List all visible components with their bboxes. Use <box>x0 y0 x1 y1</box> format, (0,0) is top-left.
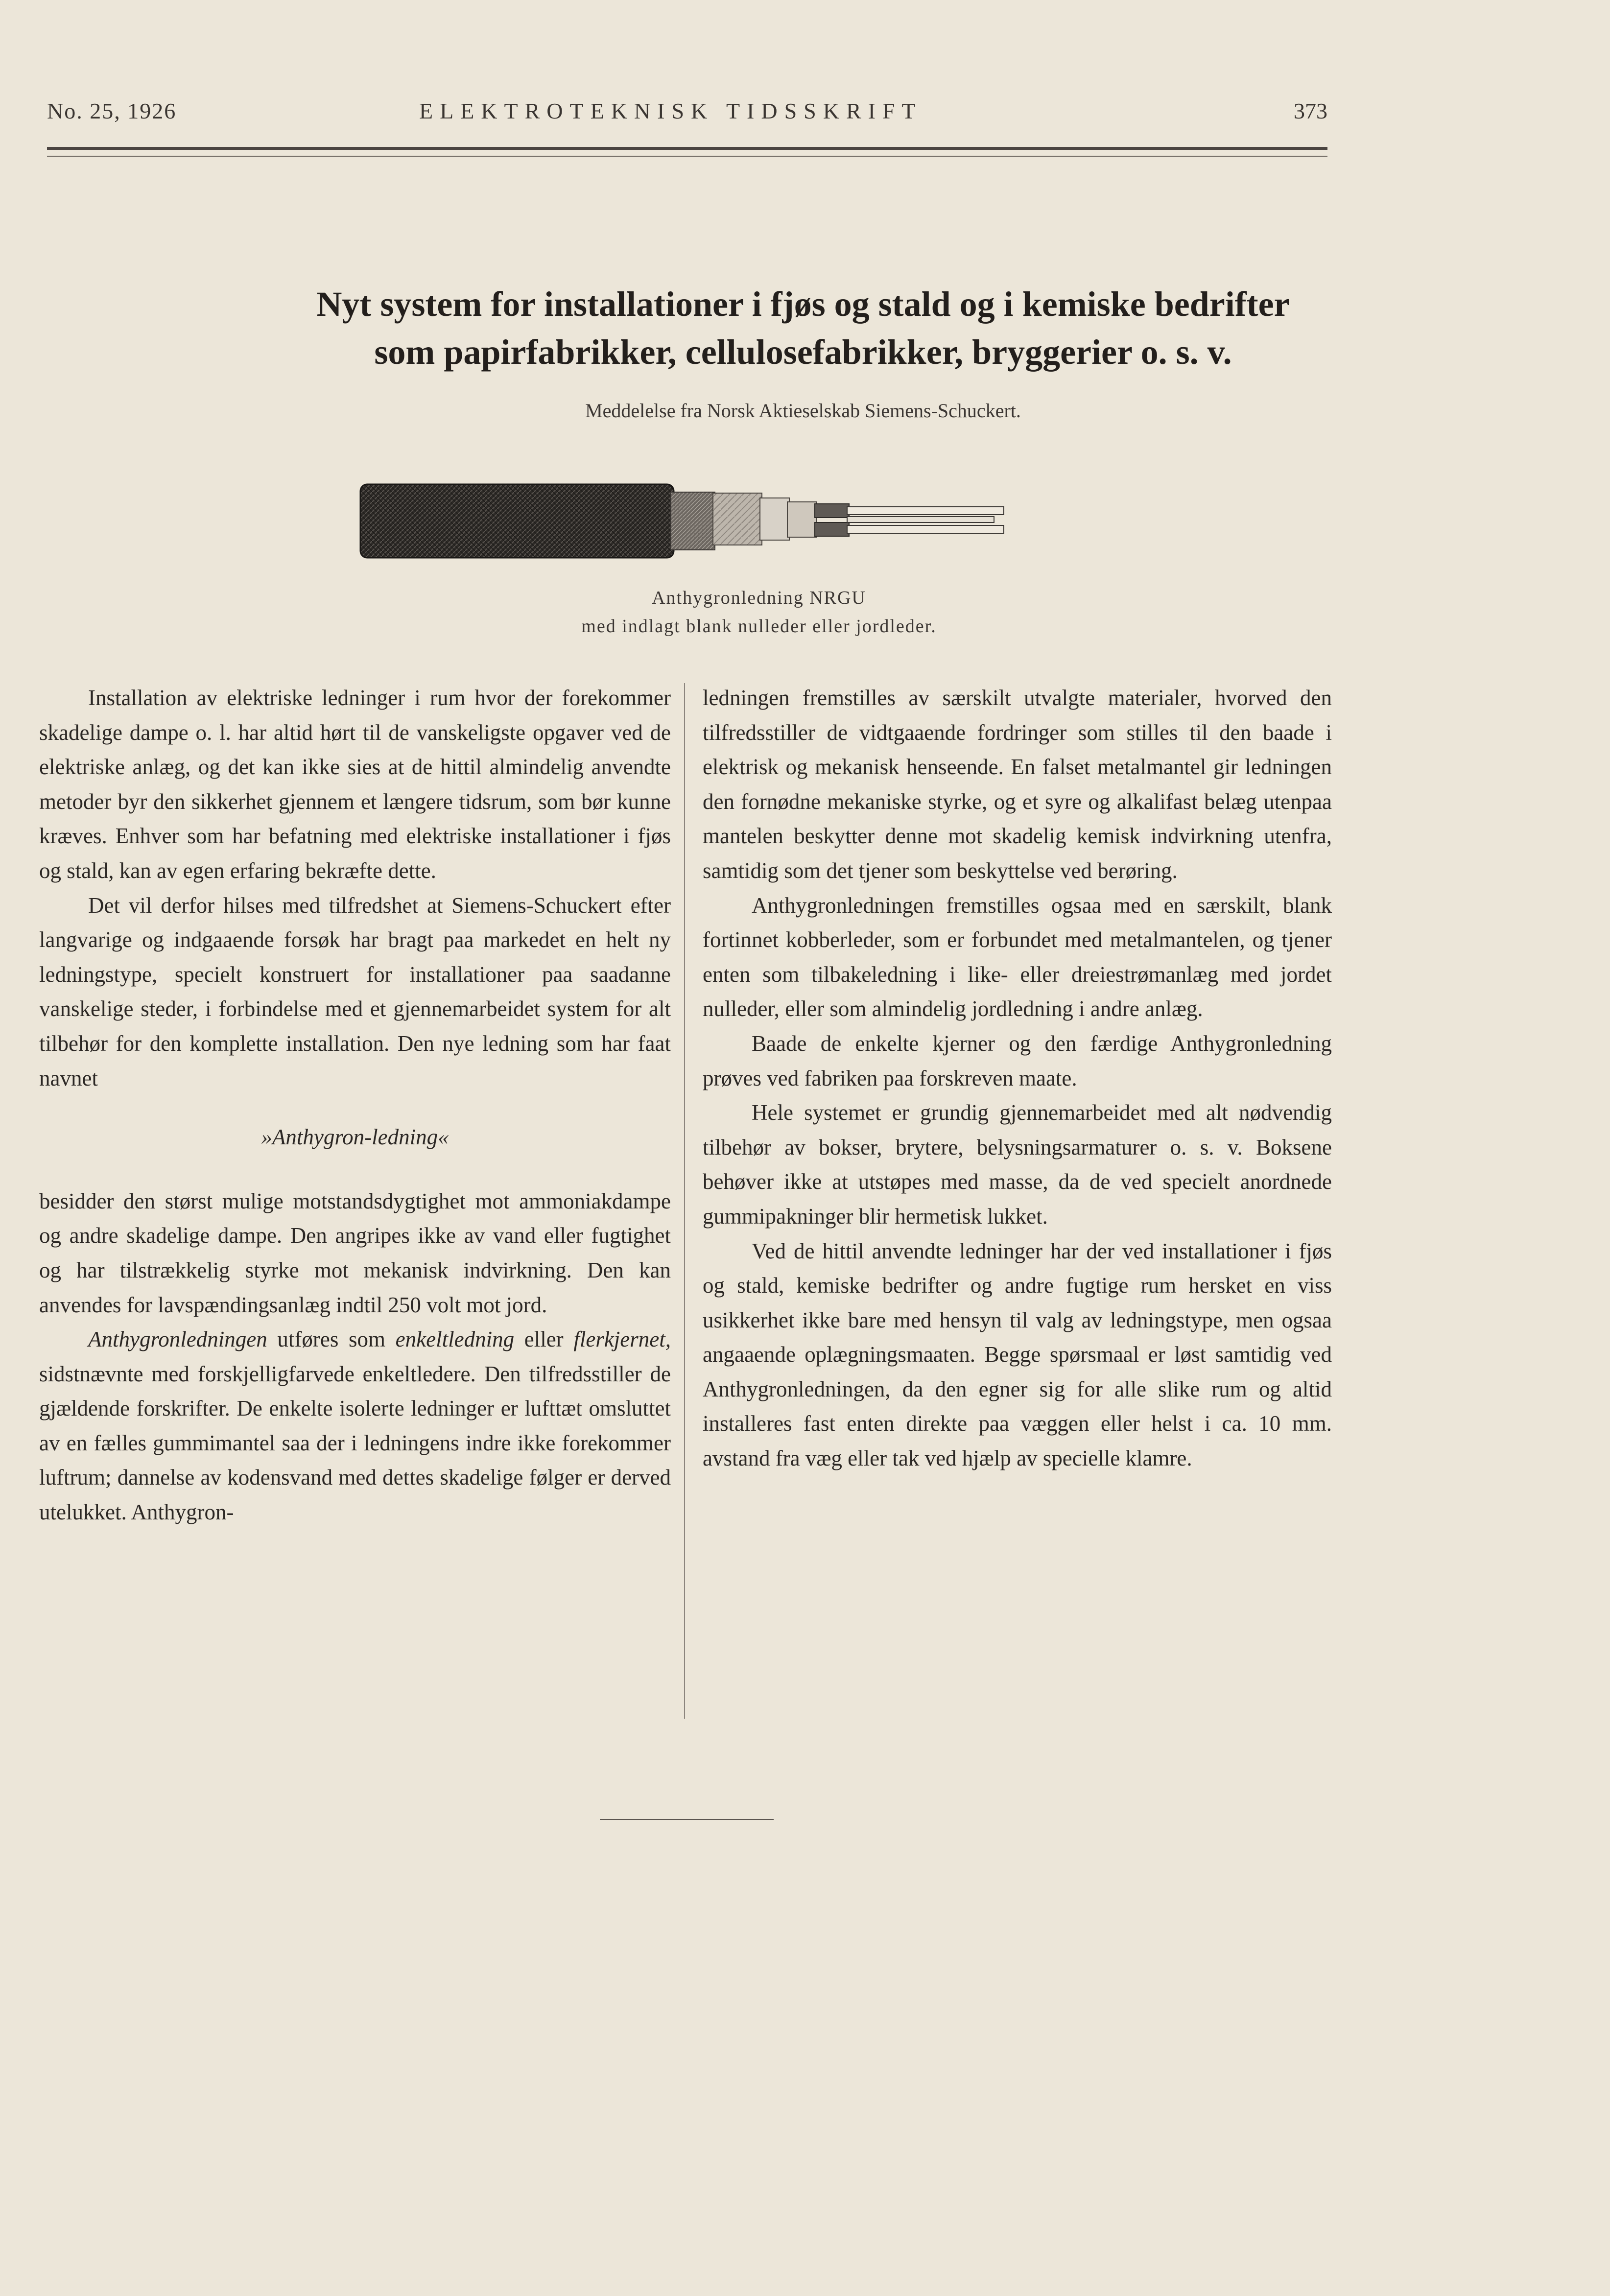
left-column <box>39 681 671 1530</box>
title-line-2: som papirfabrikker, cellulosefabrikker, bryggerier o. s. v. <box>374 332 1232 372</box>
paragraph: besidder den størst mulige motstandsdygtighet mot ammoniakdampe og andre skadelige dampe. Den angripes ikke av vand eller fugtighet og har tilstrækkelig styrke mot mekanisk indvirkning. Den kan anvendes for lavspændingsanlæg indtil 250 volt mot jord. <box>39 1188 671 1317</box>
paragraph: Baade de enkelte kjerner og den færdige Anthygronledning prøves ved fabriken paa forskreven maate. <box>703 1031 1332 1090</box>
header-rule <box>47 147 1327 150</box>
journal-name: ELEKTROTEKNISK TIDSSKRIFT <box>419 98 923 123</box>
paragraph: Ved de hittil anvendte ledninger har der ved installationer i fjøs og stald, kemiske bedrifter og andre fugtige rum hersket en viss usikkerhet ikke bare med hensyn til valg av ledningstype, men ogsaa angaaende oplægningsmaaten. Begge spørsmaal er løst samtidig ved Anthygronledningen, da den egner sig for alle slike rum og altid installeres fast enten direkte paa væggen eller helst i ca. 10 mm. avstand fra væg eller tak ved hjælp av specielle klamre. <box>703 1238 1332 1471</box>
end-of-article-rule <box>600 1819 774 1820</box>
paragraph: Det vil derfor hilses med tilfredshet at Siemens-Schuckert efter langvarige og indgaaende forsøk har bragt paa markedet en helt ny ledningstype, specielt konstruert for installationer paa saadanne vanskelige steder, i forbindelse med et gjennemarbeidet system for alt tilbehør for den komplette installation. Den nye ledning som har faat navnet <box>39 893 671 1090</box>
right-column <box>703 681 1332 1476</box>
emphasis-term: Anthygronledningen <box>88 1327 267 1352</box>
caption-line-1: Anthygronledning NRGU <box>652 588 866 608</box>
figure-caption <box>441 584 1077 640</box>
product-term: »Anthygron-ledning« <box>261 1125 449 1150</box>
running-header <box>47 98 1327 132</box>
issue-number: No. 25, 1926 <box>47 98 177 123</box>
text-run: utføres som <box>267 1327 396 1352</box>
paragraph: Hele systemet er grundig gjennemarbeidet med alt nødvendig tilbehør av bokser, brytere, belysningsarmaturer o. s. v. Boksene behøver ikke at utstøpes med masse, da de ved specielt anordnede gummipakninger blir hermetisk lukket. <box>703 1100 1332 1229</box>
paragraph: Anthygronledningen fremstilles ogsaa med en særskilt, blank fortinnet kobberleder, som er forbundet med metalmantelen, og tjener enten som tilbakeledning i like- eller dreiestrømanlæg med jordet nulleder, eller som almindelig jordledning i andre anlæg. <box>703 893 1332 1021</box>
cable-cross-section-icon <box>357 482 1009 561</box>
article-subtitle: Meddelelse fra Norsk Aktieselskab Siemens-Schuckert. <box>585 400 1021 422</box>
title-line-1: Nyt system for installationer i fjøs og stald og i kemiske bedrifter <box>316 284 1290 324</box>
article-title <box>73 280 1533 376</box>
paragraph: ledningen fremstilles av særskilt utvalgte materialer, hvorved den tilfredsstiller de vidtgaaende fordringer som stilles til den baade i elektrisk og mekanisk henseende. En falset metalmantel gir ledningen den fornødne mekaniske styrke, og et syre og alkalifast belæg utenpaa mantelen beskytter denne mot skadelig kemisk indvirkning utenfra, samtidig som det tjener som beskyttelse ved berøring. <box>703 686 1332 883</box>
paragraph <box>39 1322 671 1530</box>
emphasis-term: enkeltledning <box>395 1327 515 1352</box>
text-run: eller <box>514 1327 574 1352</box>
text-run: sidstnævnte med forskjelligfarvede enkeltledere. Den tilfredsstiller de gjældende forskrifter. De enkelte isolerte ledninger er lufttæt omsluttet av en fælles gummimantel saa der i ledningens indre ikke forekommer luftrum; dannelse av kodensvand med dettes skadelige følger er derved utelukket. Anthygron- <box>39 1361 671 1525</box>
paragraph: Installation av elektriske ledninger i rum hvor der forekommer skadelige dampe o. l. har altid hørt til de vanskeligste opgaver ved de elektriske anlæg, og det kan ikke sies at de hittil almindelig anvendte metoder byr den sikkerhet gjennem et længere tidsrum, som bør kunne kræves. Enhver som har befatning med elektriske installationer i fjøs og stald, kan av egen erfaring bekræfte dette. <box>39 686 671 883</box>
column-divider <box>684 683 685 1719</box>
page-number: 373 <box>1294 98 1327 123</box>
header-rule-thin <box>47 156 1327 157</box>
emphasis-term: flerkjernet, <box>573 1327 671 1352</box>
caption-line-2: med indlagt blank nulleder eller jordleder. <box>581 616 937 637</box>
